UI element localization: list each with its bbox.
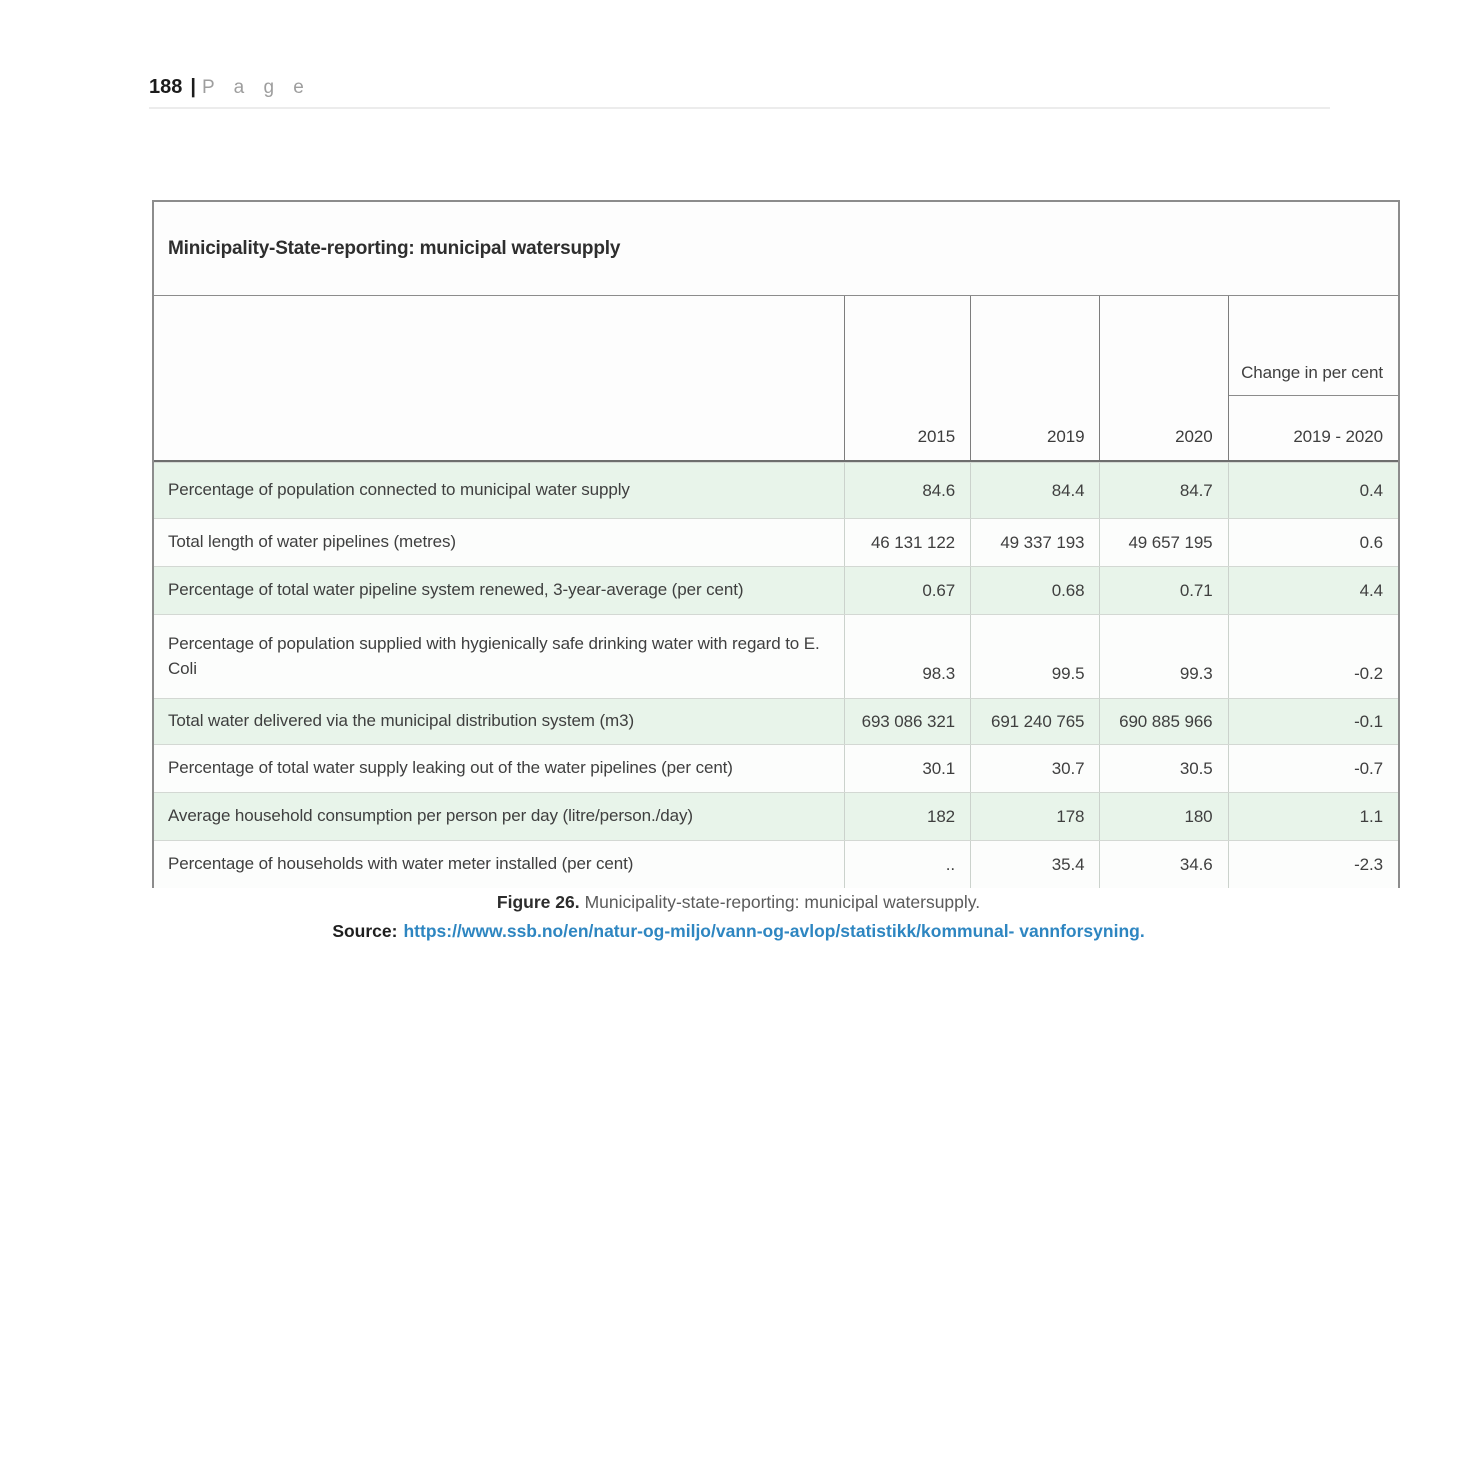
cell-2020: 49 657 195 — [1099, 519, 1227, 566]
row-label: Percentage of total water pipeline system renewed, 3-year-average (per cent) — [168, 580, 744, 600]
watersupply-table — [152, 200, 1400, 888]
table-row — [154, 518, 1398, 566]
row-label: Percentage of population connected to municipal water supply — [168, 480, 630, 500]
cell-2019: 35.4 — [970, 841, 1099, 888]
source-label: Source: — [332, 921, 398, 941]
header-cell-change — [1228, 296, 1398, 460]
source-line — [0, 921, 1477, 942]
table-row — [154, 792, 1398, 840]
cell-2020: 180 — [1099, 793, 1227, 840]
cell-2015: 98.3 — [844, 615, 970, 698]
cell-2015: 84.6 — [844, 463, 970, 518]
cell-2020: 30.5 — [1099, 745, 1227, 792]
page-header — [149, 76, 311, 99]
cell-2015: .. — [844, 841, 970, 888]
row-label: Total water delivered via the municipal distribution system (m3) — [168, 711, 635, 731]
cell-2020: 84.7 — [1099, 463, 1227, 518]
header-cell-2019: 2019 — [970, 296, 1099, 460]
cell-2019: 30.7 — [970, 745, 1099, 792]
table-row — [154, 566, 1398, 614]
row-label: Percentage of total water supply leaking out of the water pipelines (per cent) — [168, 758, 733, 778]
change-period-label: 2019 - 2020 — [1293, 427, 1383, 446]
header-rule — [149, 107, 1330, 109]
table-row — [154, 462, 1398, 518]
cell-2019: 0.68 — [970, 567, 1099, 614]
cell-2020: 690 885 966 — [1099, 699, 1227, 744]
cell-2015: 182 — [844, 793, 970, 840]
row-label: Percentage of population supplied with hygienically safe drinking water with regard to E. Coli — [168, 633, 820, 678]
figure-caption-number: Figure 26. — [496, 892, 580, 912]
cell-change: 1.1 — [1228, 793, 1398, 840]
table-row — [154, 840, 1398, 888]
cell-change: -2.3 — [1228, 841, 1398, 888]
table-header-row — [154, 296, 1398, 462]
cell-2019: 178 — [970, 793, 1099, 840]
cell-2020: 34.6 — [1099, 841, 1227, 888]
cell-change: 0.4 — [1228, 463, 1398, 518]
cell-2019: 691 240 765 — [970, 699, 1099, 744]
change-in-percent-label: Change in per cent — [1229, 296, 1398, 396]
table-title: Minicipality-State-reporting: municipal watersupply — [168, 237, 621, 259]
cell-2015: 30.1 — [844, 745, 970, 792]
cell-2015: 0.67 — [844, 567, 970, 614]
cell-2015: 693 086 321 — [844, 699, 970, 744]
header-cell-2015: 2015 — [844, 296, 970, 460]
page-number: 188 — [149, 76, 183, 98]
figure-caption-text: Municipality-state-reporting: municipal watersupply. — [584, 892, 981, 912]
cell-2019: 49 337 193 — [970, 519, 1099, 566]
row-label: Average household consumption per person per day (litre/person./day) — [168, 806, 693, 826]
row-label: Percentage of households with water meter installed (per cent) — [168, 854, 634, 874]
cell-change: -0.7 — [1228, 745, 1398, 792]
cell-2020: 0.71 — [1099, 567, 1227, 614]
cell-change: 0.6 — [1228, 519, 1398, 566]
cell-change: -0.2 — [1228, 615, 1398, 698]
table-row — [154, 614, 1398, 698]
cell-2019: 84.4 — [970, 463, 1099, 518]
table-title-row — [154, 202, 1398, 296]
source-url-link[interactable]: https://www.ssb.no/en/natur-og-miljo/vann-og-avlop/statistikk/kommunal- vannforsyning. — [403, 921, 1145, 941]
page-word: P a g e — [201, 77, 311, 98]
header-cell-empty — [154, 296, 844, 460]
cell-change: 4.4 — [1228, 567, 1398, 614]
cell-2015: 46 131 122 — [844, 519, 970, 566]
table-row — [154, 698, 1398, 744]
row-label: Total length of water pipelines (metres) — [168, 532, 456, 552]
cell-2020: 99.3 — [1099, 615, 1227, 698]
figure-caption — [0, 892, 1477, 913]
cell-2019: 99.5 — [970, 615, 1099, 698]
cell-change: -0.1 — [1228, 699, 1398, 744]
table-row — [154, 744, 1398, 792]
page-separator: | — [190, 76, 196, 98]
header-cell-2020: 2020 — [1099, 296, 1227, 460]
